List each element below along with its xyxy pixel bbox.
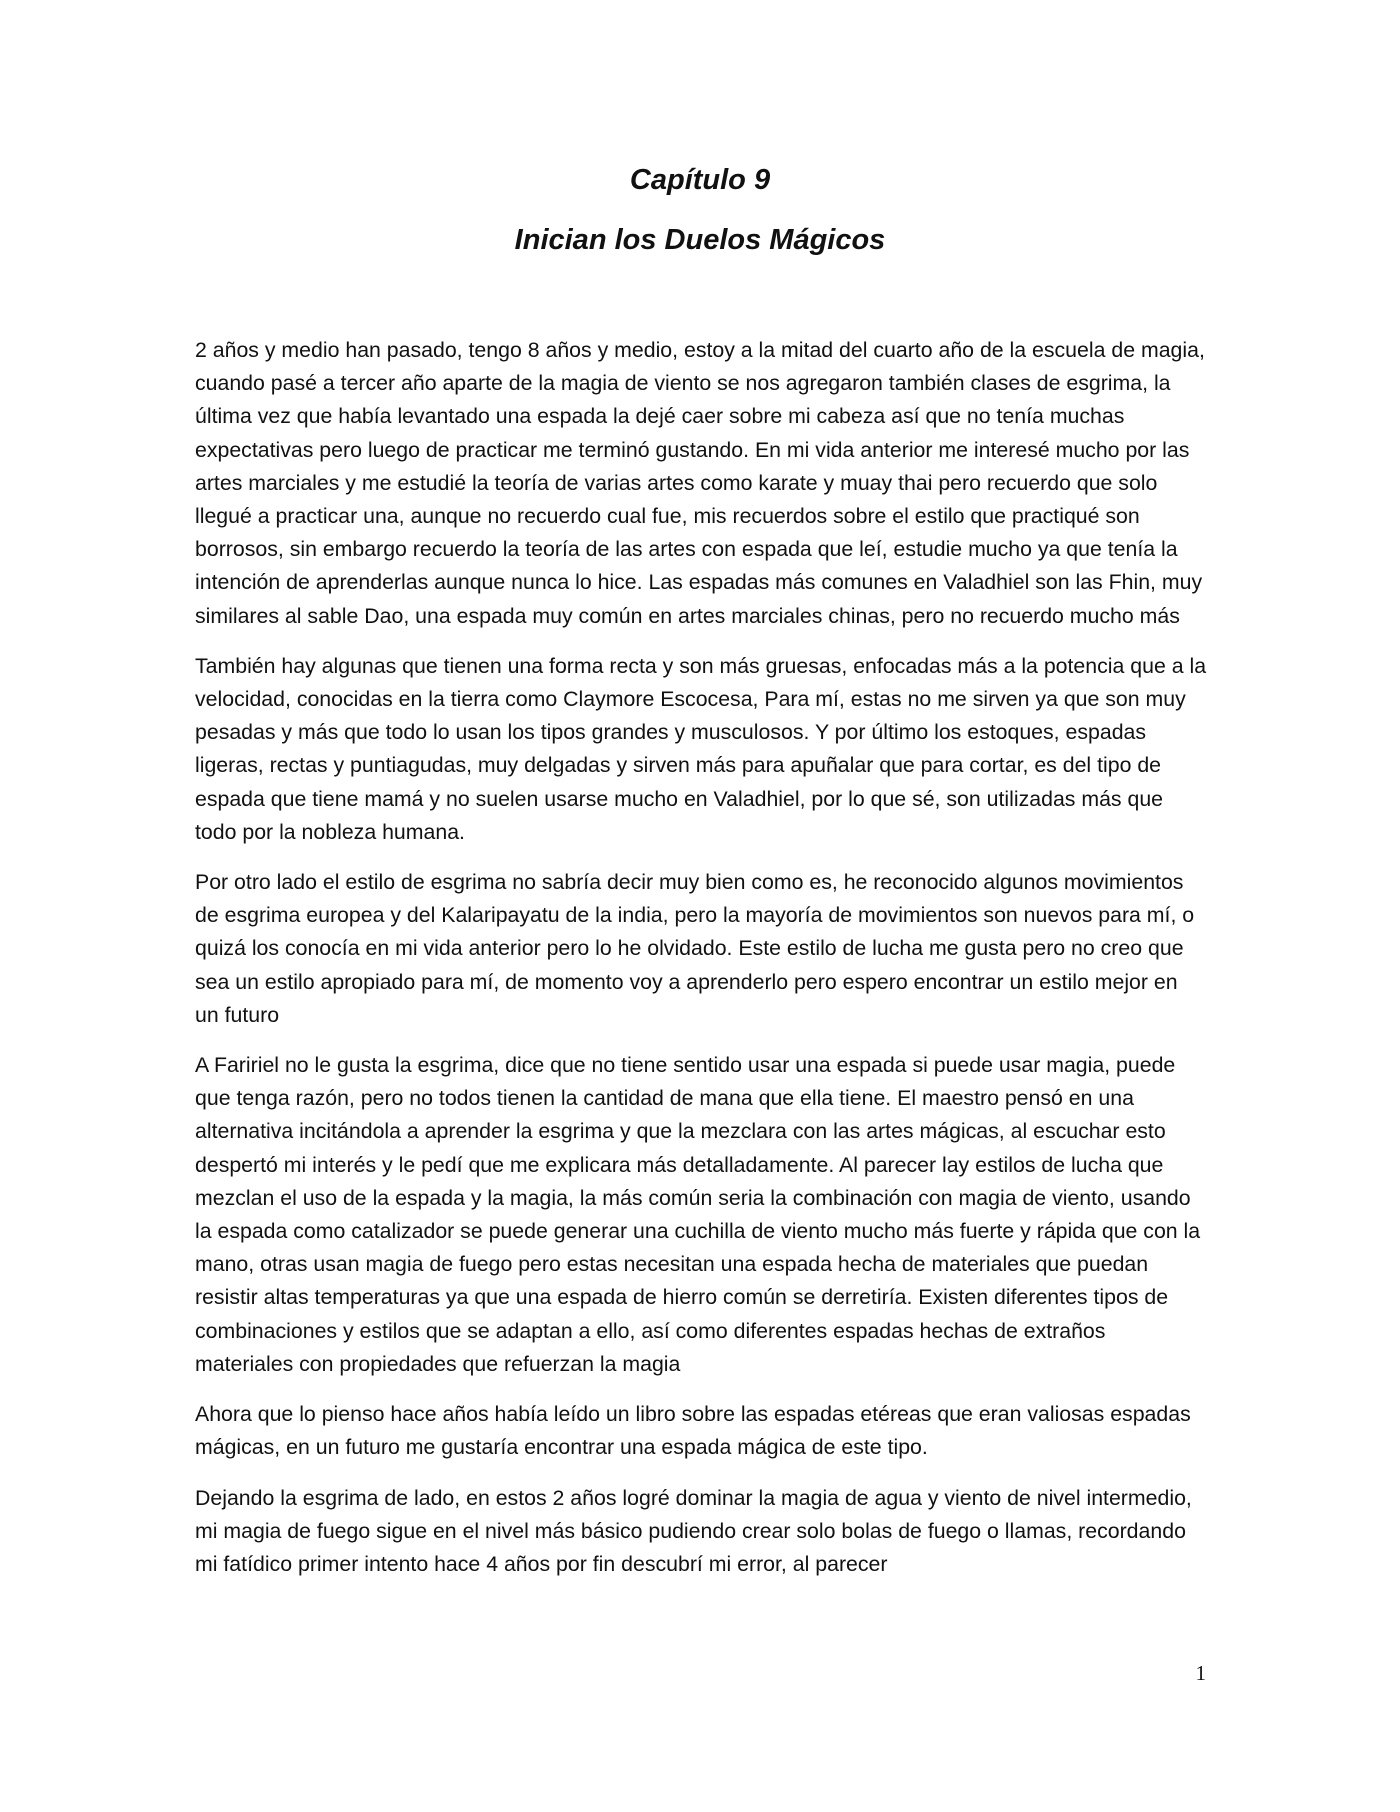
paragraph: Dejando la esgrima de lado, en estos 2 años logré dominar la magia de agua y viento de nivel intermedio, mi magia de fuego sigue en el nivel más básico pudiendo crear solo bolas de fuego o llamas, recordando mi fatídico primer intento hace 4 años por fin descubrí mi error, al parecer [195, 1485, 1192, 1576]
paragraph: 2 años y medio han pasado, tengo 8 años y medio, estoy a la mitad del cuarto año de la escuela de magia, cuando pasé a tercer año aparte de la magia de viento se nos agregaron también clases de esgrima, la última vez que había levantado una espada la dejé caer sobre mi cabeza así que no tenía muchas expectativas pero luego de practicar me terminó gustando. En mi vida anterior me interesé mucho por las artes marciales y me estudié la teoría de varias artes como karate y muay thai pero recuerdo que solo llegué a practicar una, aunque no recuerdo cual fue, mis recuerdos sobre el estilo que practiqué son borrosos, sin embargo recuerdo la teoría de las artes con espada que leí, estudie mucho ya que tenía la intención de aprenderlas aunque nunca lo hice. Las espadas más comunes en Valadhiel son las Fhin, muy similares al sable Dao, una espada muy común en artes marciales chinas, pero no recuerdo mucho más [195, 338, 1205, 628]
paragraph: Ahora que lo pienso hace años había leído un libro sobre las espadas etéreas que eran valiosas espadas mágicas, en un futuro me gustaría encontrar una espada mágica de este tipo. [195, 1402, 1191, 1460]
chapter-title: Inician los Duelos Mágicos [514, 224, 886, 256]
paragraph: Por otro lado el estilo de esgrima no sabría decir muy bien como es, he reconocido algunos movimientos de esgrima europea y del Kalaripayatu de la india, pero la mayoría de movimientos son nuevos para mí, o quizá los conocía en mi vida anterior pero lo he olvidado. Este estilo de lucha me gusta pero no creo que sea un estilo apropiado para mí, de momento voy a aprenderlo pero espero encontrar un estilo mejor en un futuro [195, 870, 1195, 1027]
page-number: 1 [1195, 1661, 1206, 1685]
chapter-number: Capítulo 9 [629, 164, 771, 196]
chapter-body [195, 334, 1207, 1598]
paragraph: También hay algunas que tienen una forma recta y son más gruesas, enfocadas más a la potencia que a la velocidad, conocidas en la tierra como Claymore Escocesa, Para mí, estas no me sirven ya que son muy pesadas y más que todo lo usan los tipos grandes y musculosos. Y por último los estoques, espadas ligeras, rectas y puntiagudas, muy delgadas y sirven más para apuñalar que para cortar, es del tipo de espada que tiene mamá y no suelen usarse mucho en Valadhiel, por lo que sé, son utilizadas más que todo por la nobleza humana. [195, 653, 1207, 844]
paragraph: A Faririel no le gusta la esgrima, dice que no tiene sentido usar una espada si puede usar magia, puede que tenga razón, pero no todos tienen la cantidad de mana que ella tiene. El maestro pensó en una alternativa incitándola a aprender la esgrima y que la mezclara con las artes mágicas, al escuchar esto despertó mi interés y le pedí que me explicara más detalladamente. Al parecer lay estilos de lucha que mezclan el uso de la espada y la magia, la más común seria la combinación con magia de viento, usando la espada como catalizador se puede generar una cuchilla de viento mucho más fuerte y rápida que con la mano, otras usan magia de fuego pero estas necesitan una espada hecha de materiales que puedan resistir altas temperaturas ya que una espada de hierro común se derretiría. Existen diferentes tipos de combinaciones y estilos que se adaptan a ello, así como diferentes espadas hechas de extraños materiales con propiedades que refuerzan la magia [195, 1053, 1201, 1376]
